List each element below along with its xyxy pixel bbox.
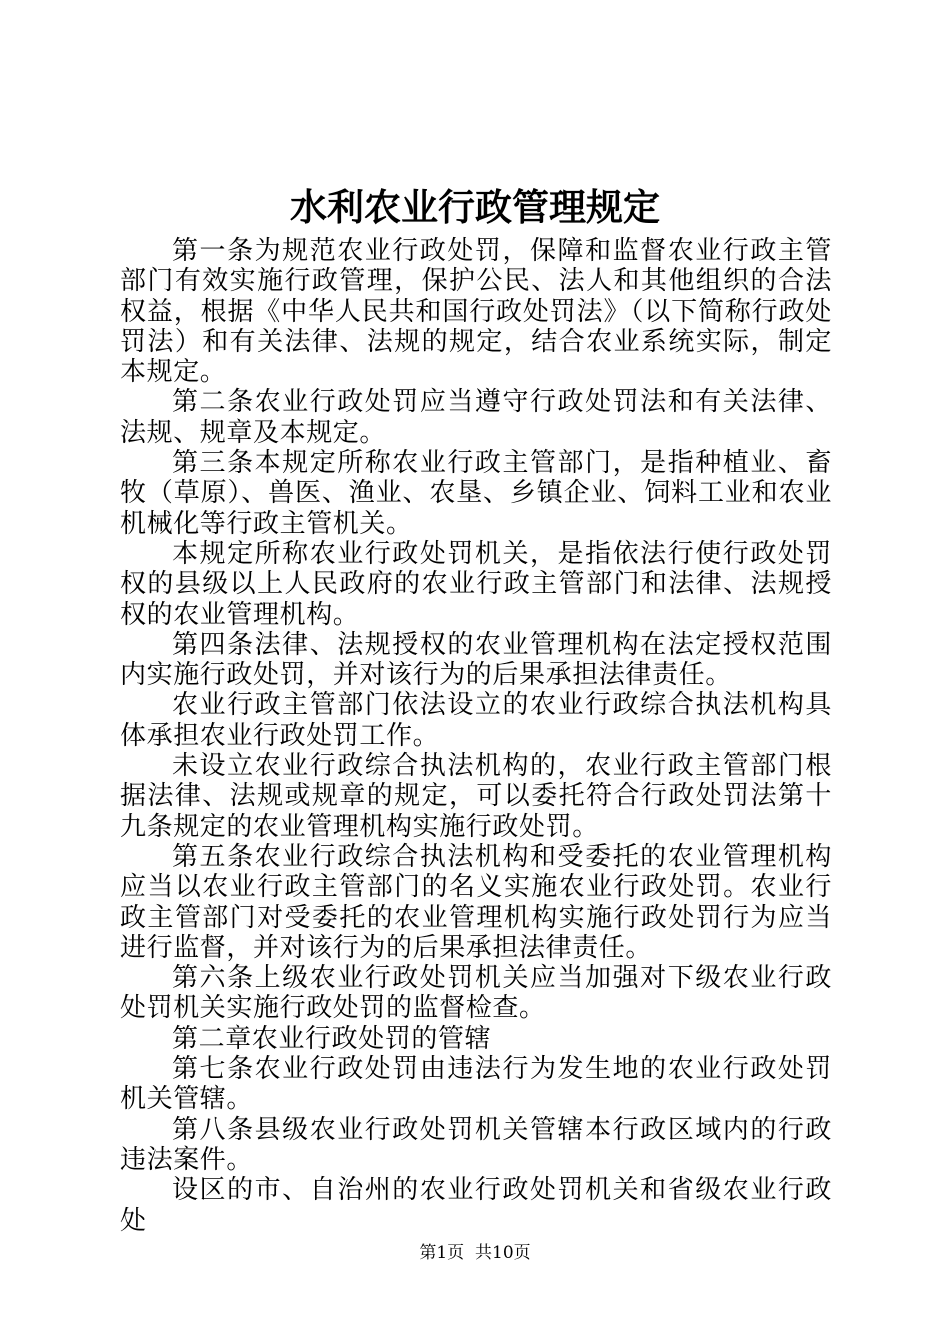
paragraph-article-2: 第二条农业行政处罚应当遵守行政处罚法和有关法律、法规、规章及本规定。 — [120, 387, 832, 448]
paragraph-article-3-cont: 本规定所称农业行政处罚机关，是指依法行使行政处罚权的县级以上人民政府的农业行政主管部门和法律、法规授权的农业管理机构。 — [120, 538, 832, 630]
paragraph-article-1: 第一条为规范农业行政处罚，保障和监督农业行政主管部门有效实施行政管理，保护公民、法人和其他组织的合法权益，根据《中华人民共和国行政处罚法》（以下简称行政处罚法）和有关法律、法规的规定，结合农业系统实际，制定本规定。 — [120, 236, 832, 388]
paragraph-article-6: 第六条上级农业行政处罚机关应当加强对下级农业行政处罚机关实施行政处罚的监督检查。 — [120, 963, 832, 1024]
paragraph-article-5: 第五条农业行政综合执法机构和受委托的农业管理机构应当以农业行政主管部门的名义实施农业行政处罚。农业行政主管部门对受委托的农业管理机构实施行政处罚行为应当进行监督，并对该行为的后果承担法律责任。 — [120, 841, 832, 963]
document-body — [120, 236, 832, 1236]
page-total: 共10页 — [475, 1243, 531, 1263]
paragraph-article-4: 第四条法律、法规授权的农业管理机构在法定授权范围内实施行政处罚，并对该行为的后果承担法律责任。 — [120, 629, 832, 691]
page-number: 第1页 — [419, 1243, 465, 1263]
paragraph-article-7: 第七条农业行政处罚由违法行为发生地的农业行政处罚机关管辖。 — [120, 1054, 832, 1115]
paragraph-article-3: 第三条本规定所称农业行政主管部门，是指种植业、畜牧（草原）、兽医、渔业、农垦、乡镇企业、饲料工业和农业机械化等行政主管机关。 — [120, 448, 832, 539]
paragraph-article-8: 第八条县级农业行政处罚机关管辖本行政区域内的行政违法案件。 — [120, 1114, 832, 1175]
paragraph-article-4-cont-2: 未设立农业行政综合执法机构的，农业行政主管部门根据法律、法规或规章的规定，可以委托符合行政处罚法第十九条规定的农业管理机构实施行政处罚。 — [120, 751, 832, 842]
chapter-heading-2: 第二章农业行政处罚的管辖 — [172, 1023, 492, 1054]
document-title: 水利农业行政管理规定 — [290, 186, 660, 229]
page-footer — [0, 1242, 950, 1264]
paragraph-article-8-cont: 设区的市、自治州的农业行政处罚机关和省级农业行政处 — [120, 1175, 832, 1236]
paragraph-article-4-cont-1: 农业行政主管部门依法设立的农业行政综合执法机构具体承担农业行政处罚工作。 — [120, 690, 832, 751]
